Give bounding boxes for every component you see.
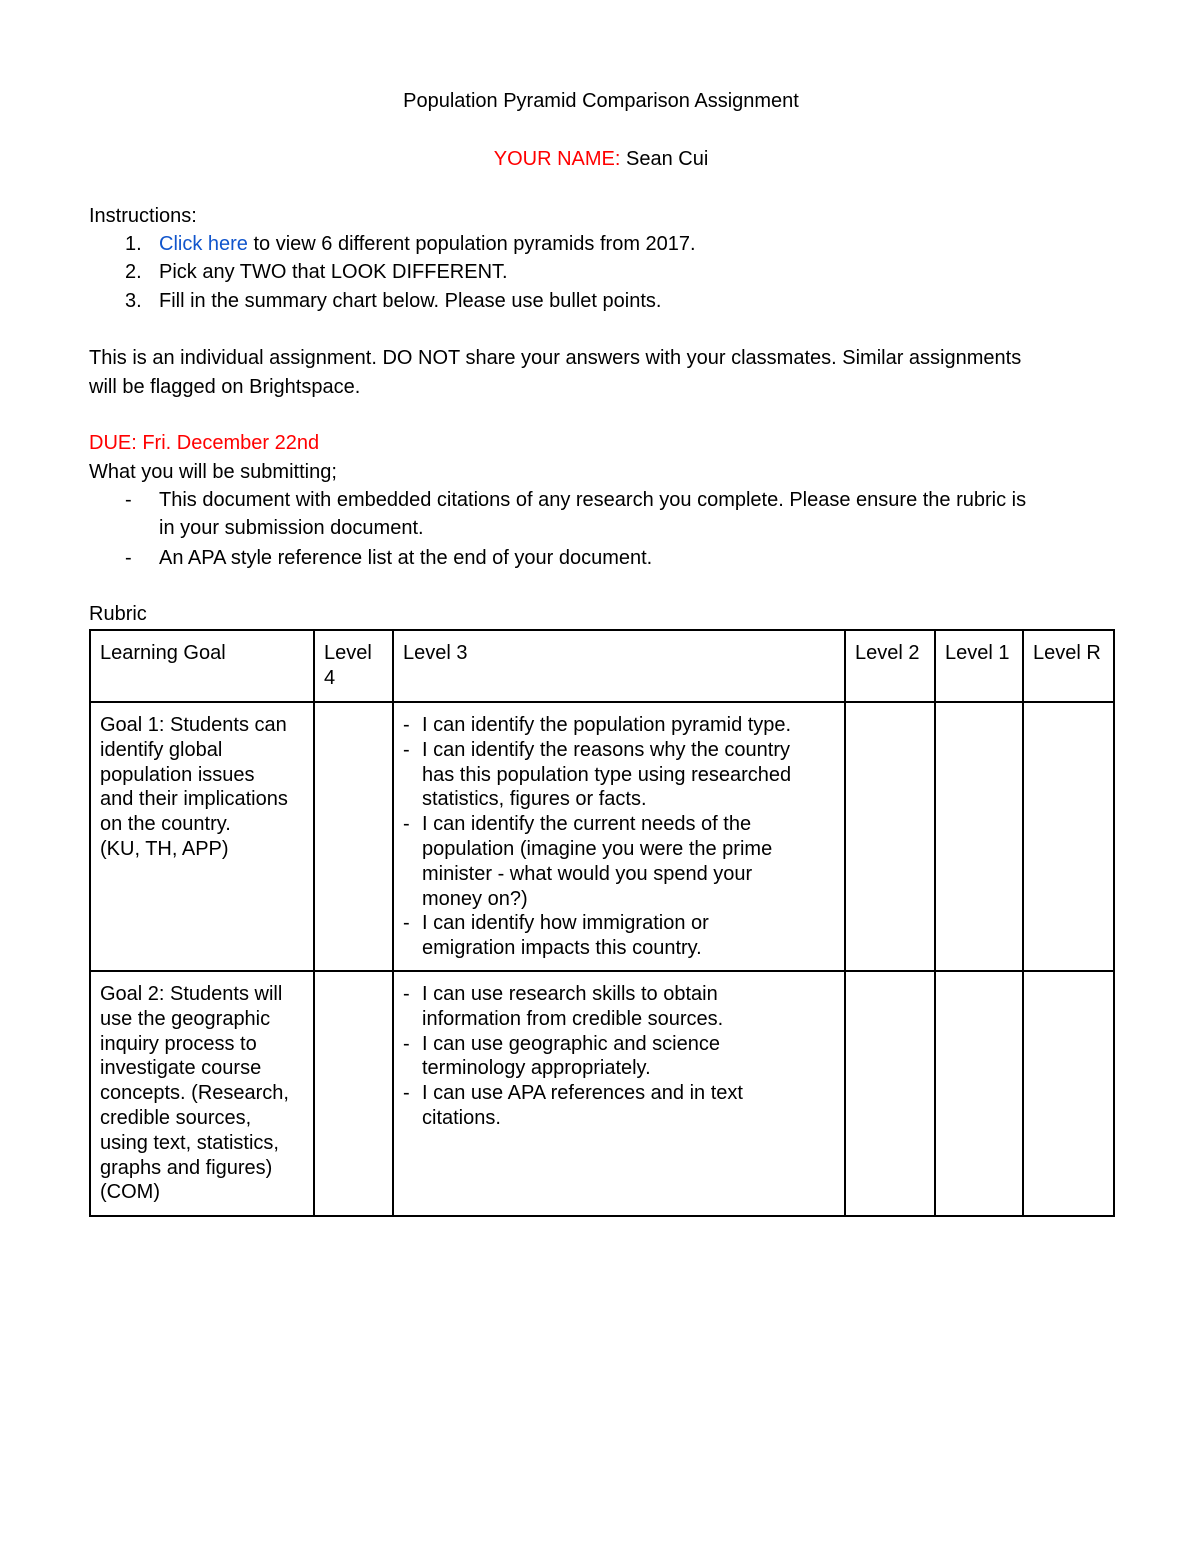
goal-1-level-r-cell[interactable] <box>1023 702 1114 971</box>
header-level-3: Level 3 <box>393 630 845 702</box>
instruction-number: 2. <box>125 261 142 283</box>
goal-1-level-3-cell <box>393 702 845 971</box>
goal-text-line: inquiry process to <box>100 1032 257 1055</box>
criterion-line: I can identify the current needs of the <box>422 813 752 836</box>
name-line <box>89 145 1113 173</box>
goal-text-line: population issues <box>100 763 255 786</box>
criterion-line: I can use research skills to obtain <box>422 983 718 1005</box>
header-level-2: Level 2 <box>845 630 935 702</box>
dash-bullet: - <box>403 738 410 761</box>
instruction-number: 3. <box>125 290 142 312</box>
criterion-line: citations. <box>422 1106 501 1129</box>
submitting-heading: What you will be submitting; <box>89 461 337 483</box>
instruction-item <box>89 230 1113 258</box>
criterion-line: I can use APA references and in text <box>422 1082 743 1105</box>
instruction-text: Fill in the summary chart below. Please use bullet points. <box>159 290 662 312</box>
criterion-line: money on?) <box>422 887 528 910</box>
criterion-item <box>403 738 836 812</box>
name-value: Sean Cui <box>625 148 709 170</box>
dash-bullet: - <box>403 983 410 1005</box>
instruction-number: 1. <box>125 233 142 255</box>
document-title: Population Pyramid Comparison Assignment <box>403 90 799 112</box>
goal-text-line: identify global <box>100 738 223 761</box>
goal-text-line: (KU, TH, APP) <box>100 837 229 860</box>
criterion-line: I can identify how immigration or <box>422 912 709 935</box>
instruction-text: Pick any TWO that LOOK DIFFERENT. <box>159 261 508 283</box>
goal-text-line: on the country. <box>100 813 231 836</box>
dash-bullet: - <box>403 1082 410 1105</box>
goal-text-line: Goal 2: Students will <box>100 983 283 1005</box>
dash-bullet: - <box>403 714 410 736</box>
criterion-line: minister - what would you spend your <box>422 862 753 885</box>
criterion-line: statistics, figures or facts. <box>422 788 647 811</box>
criterion-line: has this population type using researched <box>422 763 792 786</box>
goal-2-level-3-cell <box>393 971 845 1216</box>
dash-bullet: - <box>403 1032 410 1055</box>
criterion-item <box>403 911 836 961</box>
criterion-line: terminology appropriately. <box>422 1057 651 1080</box>
notice-line-2: will be flagged on Brightspace. <box>89 376 361 398</box>
criterion-line: I can identify the population pyramid type. <box>422 714 792 736</box>
criterion-item <box>403 982 836 1032</box>
instruction-text-rest: to view 6 different population pyramids from 2017. <box>247 233 696 255</box>
goal-text-line: use the geographic <box>100 1007 271 1030</box>
goal-text-line: using text, statistics, <box>100 1131 279 1154</box>
goal-text-line: investigate course <box>100 1057 262 1080</box>
goal-2-level-1-cell[interactable] <box>935 971 1023 1216</box>
criterion-line: emigration impacts this country. <box>422 937 702 960</box>
criterion-line: I can use geographic and science <box>422 1032 720 1055</box>
dash-bullet: - <box>403 813 410 836</box>
instruction-text <box>159 230 696 258</box>
goal-2-level-4-cell[interactable] <box>314 971 393 1216</box>
criterion-item <box>403 1081 836 1131</box>
name-label: YOUR NAME: <box>493 148 621 170</box>
criterion-item <box>403 1032 836 1082</box>
instruction-item <box>89 258 1113 286</box>
instructions-heading: Instructions: <box>89 205 197 227</box>
dash-bullet: - <box>125 489 132 511</box>
dash-bullet: - <box>125 547 132 569</box>
rubric-table <box>89 629 1115 1217</box>
goal-text-line: and their implications <box>100 788 288 811</box>
dash-bullet: - <box>403 912 410 935</box>
goal-1-level-4-cell[interactable] <box>314 702 393 971</box>
rubric-row-goal-2 <box>90 971 1114 1216</box>
goal-1-cell <box>90 702 314 971</box>
due-date: DUE: Fri. December 22nd <box>89 432 320 454</box>
submitting-text-line1: An APA style reference list at the end of your document. <box>159 547 653 569</box>
submitting-text-line1: This document with embedded citations of any research you complete. Please ensure the rubric is <box>159 489 1027 511</box>
criterion-line: information from credible sources. <box>422 1007 724 1030</box>
header-level-1: Level 1 <box>935 630 1023 702</box>
rubric-row-goal-1 <box>90 702 1114 971</box>
goal-text-line: concepts. (Research, <box>100 1082 289 1105</box>
goal-text-line: (COM) <box>100 1181 160 1204</box>
rubric-heading: Rubric <box>89 603 147 625</box>
goal-text-line: credible sources, <box>100 1106 252 1129</box>
goal-text-line: Goal 1: Students can <box>100 714 287 736</box>
header-learning-goal: Learning Goal <box>90 630 314 702</box>
goal-text-line: graphs and figures) <box>100 1156 273 1179</box>
notice-line-1: This is an individual assignment. DO NOT share your answers with your classmates. Similar assignments <box>89 347 1022 369</box>
submitting-text-line2: in your submission document. <box>159 517 424 539</box>
instruction-item <box>89 287 1113 315</box>
click-here-link[interactable]: Click here <box>159 233 248 255</box>
goal-2-level-2-cell[interactable] <box>845 971 935 1216</box>
header-level-r: Level R <box>1023 630 1114 702</box>
criterion-item <box>403 812 836 911</box>
goal-2-level-r-cell[interactable] <box>1023 971 1114 1216</box>
goal-2-cell <box>90 971 314 1216</box>
rubric-header-row <box>90 630 1114 702</box>
goal-1-level-2-cell[interactable] <box>845 702 935 971</box>
header-level-4: Level 4 <box>314 630 393 702</box>
goal-1-level-1-cell[interactable] <box>935 702 1023 971</box>
criterion-line: population (imagine you were the prime <box>422 837 773 860</box>
criterion-item <box>403 713 836 738</box>
criterion-line: I can identify the reasons why the country <box>422 738 790 761</box>
